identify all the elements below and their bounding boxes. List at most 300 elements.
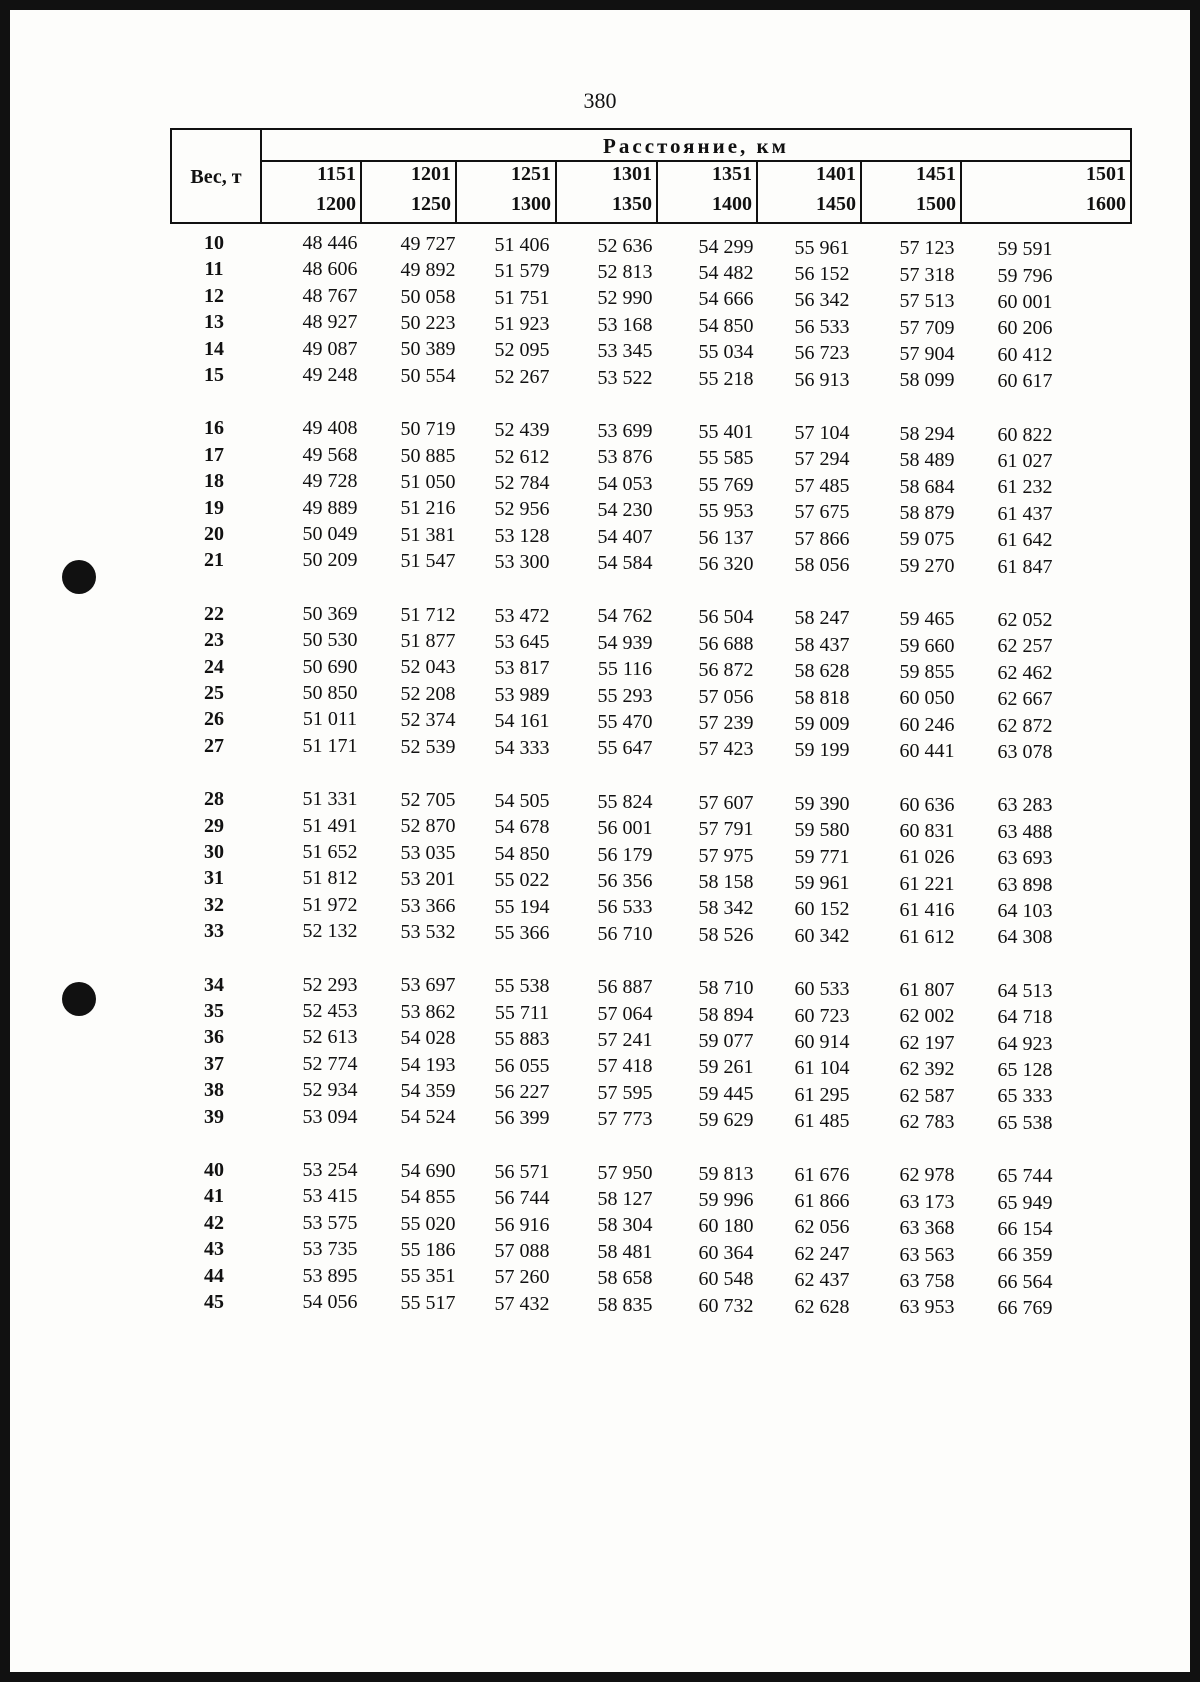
price-cell: 56 571 bbox=[494, 1160, 550, 1183]
price-cell: 57 975 bbox=[698, 844, 754, 867]
weight-cell: 43 bbox=[204, 1238, 224, 1261]
price-cell: 62 587 bbox=[899, 1084, 955, 1107]
weight-cell: 42 bbox=[204, 1211, 224, 1234]
price-cell: 56 356 bbox=[597, 870, 653, 893]
price-cell: 63 283 bbox=[997, 794, 1053, 817]
weight-cell: 20 bbox=[204, 523, 224, 545]
price-cell: 50 530 bbox=[302, 629, 358, 652]
price-cell: 58 437 bbox=[794, 633, 850, 656]
range-from: 1301 bbox=[612, 163, 652, 185]
price-cell: 52 774 bbox=[302, 1052, 358, 1075]
price-cell: 50 389 bbox=[400, 338, 456, 361]
price-cell: 55 470 bbox=[597, 711, 653, 734]
price-cell: 60 533 bbox=[794, 978, 850, 1001]
price-cell: 52 043 bbox=[400, 656, 456, 679]
range-from: 1401 bbox=[816, 163, 856, 185]
price-cell: 60 342 bbox=[794, 924, 850, 947]
price-cell: 56 342 bbox=[794, 289, 850, 312]
table-row bbox=[170, 815, 1130, 841]
price-cell: 52 539 bbox=[400, 735, 456, 758]
price-cell: 57 904 bbox=[899, 342, 955, 365]
price-cell: 51 406 bbox=[494, 233, 550, 256]
price-cell: 54 299 bbox=[698, 235, 754, 258]
price-cell: 56 887 bbox=[597, 976, 653, 999]
price-cell: 65 949 bbox=[997, 1191, 1053, 1214]
price-cell: 52 870 bbox=[400, 815, 456, 838]
range-to: 1300 bbox=[511, 193, 551, 215]
distance-range-header bbox=[870, 160, 962, 222]
table-row bbox=[170, 549, 1130, 578]
punch-hole bbox=[62, 560, 96, 594]
price-cell: 57 595 bbox=[597, 1081, 653, 1104]
price-cell: 62 247 bbox=[794, 1242, 850, 1265]
price-cell: 52 208 bbox=[400, 682, 456, 705]
price-cell: 63 758 bbox=[899, 1269, 955, 1292]
price-cell: 60 001 bbox=[997, 291, 1053, 314]
price-cell: 57 123 bbox=[899, 237, 955, 260]
price-cell: 64 513 bbox=[997, 979, 1053, 1002]
price-cell: 52 267 bbox=[494, 365, 550, 388]
weight-cell: 18 bbox=[204, 470, 224, 493]
price-cell: 60 050 bbox=[899, 687, 955, 710]
weight-cell: 22 bbox=[204, 602, 224, 625]
price-cell: 59 771 bbox=[794, 845, 850, 868]
price-cell: 57 104 bbox=[794, 421, 850, 444]
price-cell: 53 989 bbox=[494, 683, 550, 706]
price-cell: 62 257 bbox=[997, 635, 1053, 658]
price-cell: 62 667 bbox=[997, 688, 1053, 711]
price-cell: 50 223 bbox=[400, 312, 456, 335]
price-cell: 59 075 bbox=[899, 528, 955, 551]
price-cell: 60 364 bbox=[698, 1241, 754, 1264]
price-cell: 50 885 bbox=[400, 444, 456, 467]
price-cell: 58 304 bbox=[597, 1214, 653, 1237]
table-row bbox=[170, 629, 1130, 658]
price-cell: 50 719 bbox=[400, 418, 456, 441]
price-cell: 49 087 bbox=[302, 337, 358, 360]
price-cell: 53 862 bbox=[400, 1000, 456, 1023]
price-cell: 62 872 bbox=[997, 714, 1053, 737]
price-cell: 49 892 bbox=[400, 259, 456, 282]
price-cell: 54 524 bbox=[400, 1106, 456, 1129]
price-cell: 61 221 bbox=[899, 872, 955, 895]
table-row bbox=[170, 1291, 1130, 1320]
price-cell: 53 472 bbox=[494, 604, 550, 627]
price-cell: 50 209 bbox=[302, 549, 358, 572]
price-cell: 52 095 bbox=[494, 339, 550, 362]
price-cell: 57 088 bbox=[494, 1239, 550, 1262]
price-cell: 53 128 bbox=[494, 524, 550, 547]
price-cell: 54 359 bbox=[400, 1080, 456, 1103]
price-cell: 61 807 bbox=[899, 978, 955, 1001]
table-row bbox=[170, 443, 1130, 473]
weight-cell: 24 bbox=[204, 655, 224, 678]
page-number: 380 bbox=[583, 88, 617, 113]
price-cell: 65 538 bbox=[997, 1111, 1053, 1134]
table-row bbox=[170, 417, 1130, 446]
weight-cell: 14 bbox=[204, 337, 224, 360]
price-cell: 61 416 bbox=[899, 899, 955, 922]
price-cell: 48 606 bbox=[302, 258, 358, 281]
price-cell: 53 254 bbox=[302, 1159, 358, 1181]
price-cell: 60 723 bbox=[794, 1004, 850, 1027]
price-cell: 63 563 bbox=[899, 1243, 955, 1266]
price-cell: 59 445 bbox=[698, 1082, 754, 1105]
weight-cell: 34 bbox=[204, 973, 224, 996]
price-cell: 54 161 bbox=[494, 710, 550, 733]
price-cell: 58 342 bbox=[698, 897, 754, 920]
weight-cell: 38 bbox=[204, 1079, 224, 1102]
weight-column-header bbox=[172, 130, 262, 222]
price-cell: 56 916 bbox=[494, 1213, 550, 1236]
range-from: 1501 bbox=[1086, 163, 1126, 185]
price-cell: 49 248 bbox=[302, 364, 358, 386]
weight-cell: 26 bbox=[204, 708, 224, 731]
price-cell: 57 318 bbox=[899, 263, 955, 286]
punch-hole bbox=[62, 982, 96, 1016]
price-cell: 55 351 bbox=[400, 1265, 456, 1288]
table-row bbox=[170, 232, 1130, 261]
price-cell: 55 824 bbox=[597, 790, 653, 813]
price-cell: 59 629 bbox=[698, 1109, 754, 1132]
range-to: 1200 bbox=[316, 193, 356, 215]
weight-cell: 40 bbox=[204, 1159, 224, 1181]
price-cell: 57 866 bbox=[794, 527, 850, 550]
price-cell: 51 652 bbox=[302, 841, 358, 863]
price-cell: 56 744 bbox=[494, 1187, 550, 1210]
price-cell: 53 532 bbox=[400, 921, 456, 944]
price-cell: 55 401 bbox=[698, 420, 754, 443]
price-cell: 53 201 bbox=[400, 868, 456, 891]
price-cell: 63 488 bbox=[997, 820, 1053, 843]
price-cell: 62 056 bbox=[794, 1216, 850, 1239]
price-cell: 64 308 bbox=[997, 926, 1053, 949]
price-cell: 54 056 bbox=[302, 1291, 358, 1313]
price-cell: 52 132 bbox=[302, 920, 358, 943]
price-cell: 51 491 bbox=[302, 814, 358, 837]
price-cell: 51 011 bbox=[302, 708, 358, 731]
price-cell: 55 517 bbox=[400, 1291, 456, 1314]
price-cell: 55 585 bbox=[698, 447, 754, 470]
distance-range-header bbox=[565, 160, 658, 222]
price-cell: 53 876 bbox=[597, 446, 653, 469]
price-cell: 53 575 bbox=[302, 1211, 358, 1234]
price-cell: 58 056 bbox=[794, 553, 850, 576]
price-cell: 51 812 bbox=[302, 867, 358, 890]
weight-cell: 35 bbox=[204, 1000, 224, 1022]
price-cell: 58 894 bbox=[698, 1003, 754, 1026]
price-cell: 50 554 bbox=[400, 364, 456, 387]
price-cell: 58 099 bbox=[899, 369, 955, 392]
weight-cell: 41 bbox=[204, 1185, 224, 1208]
weight-cell: 45 bbox=[204, 1291, 224, 1313]
price-cell: 53 094 bbox=[302, 1105, 358, 1128]
weight-cell: 39 bbox=[204, 1105, 224, 1128]
weight-cell: 37 bbox=[204, 1052, 224, 1075]
price-cell: 56 504 bbox=[698, 606, 754, 629]
price-cell: 57 418 bbox=[597, 1055, 653, 1078]
price-cell: 52 784 bbox=[494, 471, 550, 494]
weight-cell: 10 bbox=[204, 232, 224, 254]
table-row bbox=[170, 470, 1130, 499]
price-cell: 64 718 bbox=[997, 1006, 1053, 1029]
price-cell: 60 636 bbox=[899, 793, 955, 816]
price-cell: 62 437 bbox=[794, 1269, 850, 1292]
price-cell: 60 412 bbox=[997, 343, 1053, 366]
price-cell: 62 197 bbox=[899, 1031, 955, 1054]
price-cell: 65 333 bbox=[997, 1085, 1053, 1108]
table-row bbox=[170, 867, 1130, 896]
table-row bbox=[170, 893, 1130, 923]
price-cell: 54 028 bbox=[400, 1027, 456, 1050]
price-cell: 62 462 bbox=[997, 661, 1053, 684]
price-cell: 52 956 bbox=[494, 498, 550, 521]
price-cell: 54 193 bbox=[400, 1053, 456, 1076]
price-cell: 54 230 bbox=[597, 499, 653, 522]
distance-range-header bbox=[270, 160, 362, 222]
price-cell: 57 485 bbox=[794, 474, 850, 497]
price-cell: 52 990 bbox=[597, 287, 653, 310]
price-cell: 51 712 bbox=[400, 603, 456, 626]
price-cell: 55 218 bbox=[698, 367, 754, 390]
price-cell: 56 533 bbox=[794, 315, 850, 338]
weight-cell: 33 bbox=[204, 920, 224, 943]
weight-cell: 27 bbox=[204, 734, 224, 757]
price-cell: 58 489 bbox=[899, 449, 955, 472]
table-row bbox=[170, 497, 1130, 523]
table-row bbox=[170, 1185, 1130, 1214]
price-cell: 59 261 bbox=[698, 1056, 754, 1079]
price-cell: 50 850 bbox=[302, 682, 358, 704]
price-cell: 51 751 bbox=[494, 286, 550, 309]
price-cell: 55 116 bbox=[597, 658, 653, 681]
weight-cell: 23 bbox=[204, 629, 224, 652]
price-cell: 54 584 bbox=[597, 552, 653, 575]
weight-cell: 31 bbox=[204, 867, 224, 890]
price-cell: 53 699 bbox=[597, 420, 653, 443]
table-row bbox=[170, 364, 1130, 393]
price-cell: 61 676 bbox=[794, 1163, 850, 1186]
price-cell: 59 660 bbox=[899, 634, 955, 657]
range-to: 1600 bbox=[1086, 193, 1126, 215]
price-cell: 57 239 bbox=[698, 711, 754, 734]
price-cell: 59 390 bbox=[794, 792, 850, 815]
price-cell: 60 441 bbox=[899, 740, 955, 763]
price-cell: 58 628 bbox=[794, 660, 850, 683]
price-cell: 53 645 bbox=[494, 630, 550, 653]
price-cell: 49 889 bbox=[302, 496, 358, 519]
price-cell: 63 898 bbox=[997, 873, 1053, 896]
range-from: 1451 bbox=[916, 163, 956, 185]
price-cell: 55 953 bbox=[698, 500, 754, 523]
price-cell: 63 173 bbox=[899, 1190, 955, 1213]
price-cell: 54 850 bbox=[494, 842, 550, 865]
price-cell: 59 270 bbox=[899, 554, 955, 577]
price-cell: 66 154 bbox=[997, 1218, 1053, 1241]
price-cell: 53 035 bbox=[400, 841, 456, 864]
price-cell: 61 295 bbox=[794, 1083, 850, 1106]
price-cell: 53 345 bbox=[597, 340, 653, 363]
weight-cell: 32 bbox=[204, 893, 224, 916]
price-cell: 55 883 bbox=[494, 1028, 550, 1051]
price-cell: 54 666 bbox=[698, 288, 754, 311]
price-cell: 56 179 bbox=[597, 843, 653, 866]
price-cell: 64 103 bbox=[997, 900, 1053, 923]
table-row bbox=[170, 788, 1130, 817]
price-cell: 55 293 bbox=[597, 684, 653, 707]
weight-label: Вес, т bbox=[190, 166, 242, 188]
distance-range-header bbox=[666, 160, 758, 222]
price-cell: 52 934 bbox=[302, 1079, 358, 1102]
price-cell: 58 526 bbox=[698, 923, 754, 946]
weight-cell: 19 bbox=[204, 496, 224, 519]
price-cell: 57 513 bbox=[899, 290, 955, 313]
price-cell: 58 247 bbox=[794, 607, 850, 630]
weight-cell: 36 bbox=[204, 1026, 224, 1049]
price-cell: 48 767 bbox=[302, 284, 358, 307]
range-from: 1251 bbox=[511, 163, 551, 185]
price-cell: 55 647 bbox=[597, 737, 653, 760]
table-row bbox=[170, 734, 1130, 764]
distance-range-header bbox=[465, 160, 557, 222]
price-cell: 62 392 bbox=[899, 1058, 955, 1081]
price-cell: 53 735 bbox=[302, 1238, 358, 1261]
price-cell: 52 613 bbox=[302, 1026, 358, 1049]
price-cell: 56 710 bbox=[597, 922, 653, 945]
price-cell: 53 522 bbox=[597, 366, 653, 389]
table-row bbox=[170, 920, 1130, 949]
price-cell: 61 612 bbox=[899, 925, 955, 948]
price-cell: 66 769 bbox=[997, 1297, 1053, 1320]
price-cell: 56 227 bbox=[494, 1080, 550, 1103]
price-cell: 54 678 bbox=[494, 816, 550, 839]
range-from: 1351 bbox=[712, 163, 752, 185]
price-cell: 60 914 bbox=[794, 1030, 850, 1053]
table-row bbox=[170, 1106, 1130, 1132]
table-row bbox=[170, 1026, 1130, 1055]
price-cell: 60 246 bbox=[899, 713, 955, 736]
price-cell: 49 728 bbox=[302, 470, 358, 493]
price-cell: 66 564 bbox=[997, 1270, 1053, 1293]
price-cell: 57 950 bbox=[597, 1161, 653, 1184]
weight-cell: 25 bbox=[204, 682, 224, 704]
table-row bbox=[170, 523, 1130, 552]
weight-cell: 11 bbox=[204, 258, 224, 281]
price-cell: 56 137 bbox=[698, 526, 754, 549]
price-cell: 62 002 bbox=[899, 1005, 955, 1028]
price-cell: 59 199 bbox=[794, 739, 850, 762]
price-cell: 54 850 bbox=[698, 314, 754, 337]
price-cell: 51 050 bbox=[400, 471, 456, 494]
table-header bbox=[170, 128, 1132, 224]
price-cell: 52 453 bbox=[302, 1000, 358, 1022]
price-cell: 53 366 bbox=[400, 894, 456, 917]
price-cell: 55 194 bbox=[494, 895, 550, 918]
price-cell: 57 423 bbox=[698, 738, 754, 761]
price-cell: 56 723 bbox=[794, 342, 850, 365]
range-to: 1250 bbox=[411, 193, 451, 215]
price-cell: 62 978 bbox=[899, 1164, 955, 1187]
price-cell: 52 705 bbox=[400, 789, 456, 812]
price-cell: 60 206 bbox=[997, 317, 1053, 340]
price-cell: 51 171 bbox=[302, 734, 358, 757]
table-row bbox=[170, 1238, 1130, 1267]
price-cell: 51 381 bbox=[400, 523, 456, 546]
price-cell: 55 961 bbox=[794, 236, 850, 259]
price-cell: 60 152 bbox=[794, 898, 850, 921]
price-cell: 57 709 bbox=[899, 316, 955, 339]
price-cell: 65 128 bbox=[997, 1059, 1053, 1082]
price-cell: 62 628 bbox=[794, 1295, 850, 1318]
price-cell: 56 320 bbox=[698, 552, 754, 575]
price-cell: 58 158 bbox=[698, 870, 754, 893]
price-cell: 51 547 bbox=[400, 550, 456, 573]
distance-header bbox=[262, 130, 1132, 222]
price-cell: 64 923 bbox=[997, 1032, 1053, 1055]
price-cell: 55 711 bbox=[494, 1001, 550, 1024]
price-cell: 61 866 bbox=[794, 1189, 850, 1212]
price-cell: 57 791 bbox=[698, 818, 754, 841]
table-row bbox=[170, 1079, 1130, 1108]
price-cell: 57 241 bbox=[597, 1029, 653, 1052]
table-row bbox=[170, 1265, 1130, 1291]
price-cell: 61 847 bbox=[997, 555, 1053, 578]
price-cell: 50 369 bbox=[302, 602, 358, 625]
price-cell: 58 127 bbox=[597, 1188, 653, 1211]
table-row bbox=[170, 708, 1130, 737]
table-row bbox=[170, 1211, 1130, 1241]
price-cell: 49 727 bbox=[400, 232, 456, 255]
weight-cell: 12 bbox=[204, 284, 224, 307]
range-from: 1201 bbox=[411, 163, 451, 185]
price-cell: 50 058 bbox=[400, 285, 456, 308]
table-row bbox=[170, 1159, 1130, 1188]
price-cell: 51 877 bbox=[400, 630, 456, 653]
price-cell: 55 022 bbox=[494, 869, 550, 892]
price-cell: 58 710 bbox=[698, 977, 754, 1000]
price-cell: 55 186 bbox=[400, 1239, 456, 1262]
weight-cell: 17 bbox=[204, 443, 224, 466]
price-cell: 63 693 bbox=[997, 847, 1053, 870]
table-row bbox=[170, 682, 1130, 711]
price-cell: 57 675 bbox=[794, 501, 850, 524]
price-cell: 54 407 bbox=[597, 525, 653, 548]
price-cell: 59 077 bbox=[698, 1029, 754, 1052]
price-cell: 58 294 bbox=[899, 422, 955, 445]
price-cell: 51 923 bbox=[494, 312, 550, 335]
price-cell: 54 762 bbox=[597, 605, 653, 628]
table-row bbox=[170, 311, 1130, 340]
price-cell: 57 432 bbox=[494, 1292, 550, 1315]
distance-range-header bbox=[370, 160, 457, 222]
price-cell: 56 001 bbox=[597, 817, 653, 840]
price-cell: 57 260 bbox=[494, 1266, 550, 1289]
price-cell: 57 064 bbox=[597, 1002, 653, 1025]
price-cell: 53 300 bbox=[494, 551, 550, 574]
price-cell: 59 009 bbox=[794, 712, 850, 735]
price-cell: 55 034 bbox=[698, 341, 754, 364]
weight-cell: 16 bbox=[204, 417, 224, 440]
price-cell: 59 996 bbox=[698, 1188, 754, 1211]
price-cell: 61 026 bbox=[899, 846, 955, 869]
price-cell: 52 293 bbox=[302, 973, 358, 996]
price-cell: 59 465 bbox=[899, 608, 955, 631]
price-cell: 56 055 bbox=[494, 1054, 550, 1077]
price-cell: 60 732 bbox=[698, 1294, 754, 1317]
weight-cell: 28 bbox=[204, 788, 224, 811]
price-cell: 62 783 bbox=[899, 1110, 955, 1133]
price-cell: 65 744 bbox=[997, 1165, 1053, 1188]
